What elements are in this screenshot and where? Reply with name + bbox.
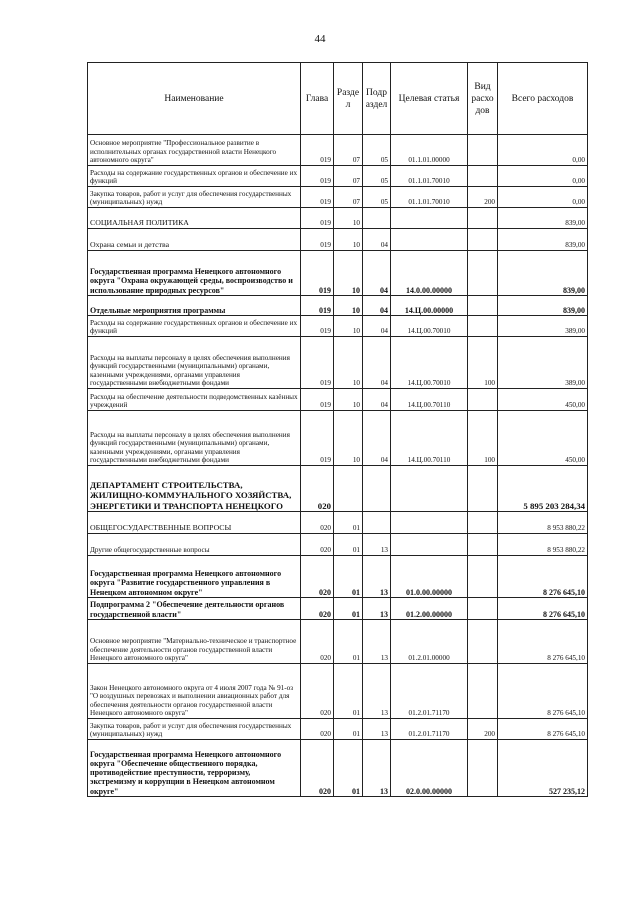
row-target-article: 14.Ц.00.70010: [391, 316, 468, 337]
row-expense-type: 200: [468, 187, 498, 208]
row-expense-type: [468, 466, 498, 512]
row-subsection: 04: [363, 296, 391, 316]
row-total: 450,00: [498, 389, 588, 411]
row-section: 01: [334, 719, 363, 740]
row-name: Основное мероприятие "Профессиональное развитие в исполнительных органах государственной власти Ненецкого автономного округа": [88, 135, 301, 166]
row-name: Государственная программа Ненецкого автономного округа "Охрана окружающей среды, воспроизводство и использование природных ресурсов": [88, 251, 301, 296]
row-subsection: [363, 512, 391, 534]
table-row: [88, 316, 588, 337]
row-total: 0,00: [498, 187, 588, 208]
row-target-article: 01.2.01.71170: [391, 719, 468, 740]
row-name: Закупка товаров, работ и услуг для обеспечения государственных (муниципальных) нужд: [88, 719, 301, 740]
row-expense-type: [468, 389, 498, 411]
table-row: [88, 296, 588, 316]
row-subsection: 04: [363, 389, 391, 411]
row-chapter: 020: [301, 719, 334, 740]
row-name: Расходы на содержание государственных органов и обеспечение их функций: [88, 166, 301, 187]
row-subsection: 04: [363, 251, 391, 296]
row-subsection: [363, 208, 391, 229]
row-total: 839,00: [498, 229, 588, 251]
row-section: 10: [334, 251, 363, 296]
row-section: 07: [334, 135, 363, 166]
row-expense-type: [468, 598, 498, 620]
row-chapter: 020: [301, 512, 334, 534]
row-chapter: 020: [301, 664, 334, 719]
row-name: Государственная программа Ненецкого автономного округа "Обеспечение общественного порядка, противодействие преступности, терроризму, экстремизму и коррупции в Ненецком автономном округе": [88, 740, 301, 797]
row-target-article: [391, 512, 468, 534]
row-subsection: 04: [363, 316, 391, 337]
row-total: 839,00: [498, 208, 588, 229]
row-total: 8 953 880,22: [498, 512, 588, 534]
table-row: [88, 598, 588, 620]
row-section: 01: [334, 664, 363, 719]
table-row: [88, 512, 588, 534]
row-expense-type: [468, 512, 498, 534]
row-expense-type: [468, 556, 498, 598]
row-target-article: [391, 466, 468, 512]
table-row: [88, 187, 588, 208]
table-row: [88, 389, 588, 411]
row-target-article: 01.1.01.00000: [391, 135, 468, 166]
row-chapter: 020: [301, 620, 334, 664]
table-row: [88, 166, 588, 187]
row-subsection: 13: [363, 598, 391, 620]
table-row: [88, 208, 588, 229]
row-section: 10: [334, 229, 363, 251]
row-name: Расходы на выплаты персоналу в целях обеспечения выполнения функций государственными (муниципальными) органами, казенными учреждениями, органами управления государственными внебюджетными фондами: [88, 411, 301, 466]
row-target-article: [391, 534, 468, 556]
table-row: [88, 411, 588, 466]
row-expense-type: 200: [468, 719, 498, 740]
row-target-article: 01.2.01.00000: [391, 620, 468, 664]
row-name: СОЦИАЛЬНАЯ ПОЛИТИКА: [88, 208, 301, 229]
table-row: [88, 466, 588, 512]
row-chapter: 020: [301, 740, 334, 797]
header-chapter: Глава: [301, 63, 334, 135]
row-expense-type: [468, 166, 498, 187]
row-total: 5 895 203 284,34: [498, 466, 588, 512]
table-row: [88, 740, 588, 797]
table-body: [88, 135, 588, 797]
row-total: 8 276 645,10: [498, 556, 588, 598]
row-total: 839,00: [498, 251, 588, 296]
row-total: 8 276 645,10: [498, 719, 588, 740]
row-section: 07: [334, 187, 363, 208]
row-section: 01: [334, 620, 363, 664]
row-section: 07: [334, 166, 363, 187]
row-target-article: 14.0.00.00000: [391, 251, 468, 296]
row-subsection: 04: [363, 229, 391, 251]
row-target-article: 01.2.00.00000: [391, 598, 468, 620]
page-number: 44: [314, 33, 326, 45]
row-target-article: [391, 208, 468, 229]
row-chapter: 019: [301, 229, 334, 251]
row-total: 8 276 645,10: [498, 664, 588, 719]
header-section: Разде л: [334, 63, 363, 135]
row-total: 8 276 645,10: [498, 598, 588, 620]
header-expense-type: Вид расхо дов: [468, 63, 498, 135]
table-row: [88, 229, 588, 251]
row-chapter: 020: [301, 556, 334, 598]
row-name: Расходы на обеспечение деятельности подведомственных казённых учреждений: [88, 389, 301, 411]
row-total: 8 953 880,22: [498, 534, 588, 556]
row-subsection: 05: [363, 166, 391, 187]
row-name: Подпрограмма 2 "Обеспечение деятельности органов государственной власти": [88, 598, 301, 620]
header-subsection: Подр аздел: [363, 63, 391, 135]
row-expense-type: [468, 296, 498, 316]
row-total: 389,00: [498, 316, 588, 337]
table-row: [88, 135, 588, 166]
row-target-article: 01.0.00.00000: [391, 556, 468, 598]
row-subsection: 13: [363, 740, 391, 797]
row-target-article: [391, 229, 468, 251]
row-section: 10: [334, 316, 363, 337]
row-target-article: 14.Ц.00.70010: [391, 337, 468, 389]
row-section: 01: [334, 556, 363, 598]
table-row: [88, 534, 588, 556]
row-expense-type: [468, 740, 498, 797]
row-section: 10: [334, 411, 363, 466]
row-total: 0,00: [498, 135, 588, 166]
row-chapter: 019: [301, 316, 334, 337]
row-expense-type: 100: [468, 411, 498, 466]
row-expense-type: [468, 208, 498, 229]
row-name: ОБЩЕГОСУДАРСТВЕННЫЕ ВОПРОСЫ: [88, 512, 301, 534]
row-expense-type: [468, 135, 498, 166]
row-total: 527 235,12: [498, 740, 588, 797]
table-header-row: [88, 63, 588, 135]
row-expense-type: [468, 316, 498, 337]
row-section: 10: [334, 296, 363, 316]
row-chapter: 020: [301, 466, 334, 512]
table-row: [88, 251, 588, 296]
row-name: Основное мероприятие "Материально-техническое и транспортное обеспечение деятельности органов государственной власти Ненецкого автономного округа": [88, 620, 301, 664]
row-expense-type: [468, 251, 498, 296]
row-subsection: 13: [363, 534, 391, 556]
row-name: Отдельные мероприятия программы: [88, 296, 301, 316]
row-total: 0,00: [498, 166, 588, 187]
table-row: [88, 556, 588, 598]
row-target-article: 01.1.01.70010: [391, 166, 468, 187]
row-subsection: 13: [363, 664, 391, 719]
row-name: Закупка товаров, работ и услуг для обеспечения государственных (муниципальных) нужд: [88, 187, 301, 208]
row-section: 01: [334, 740, 363, 797]
row-section: 10: [334, 208, 363, 229]
row-expense-type: [468, 620, 498, 664]
row-name: ДЕПАРТАМЕНТ СТРОИТЕЛЬСТВА, ЖИЛИЩНО-КОММУНАЛЬНОГО ХОЗЯЙСТВА, ЭНЕРГЕТИКИ И ТРАНСПОРТА НЕНЕЦКОГО: [88, 466, 301, 512]
row-section: [334, 466, 363, 512]
row-subsection: 13: [363, 620, 391, 664]
row-total: 8 276 645,10: [498, 620, 588, 664]
row-chapter: 020: [301, 598, 334, 620]
table-row: [88, 620, 588, 664]
row-subsection: 04: [363, 337, 391, 389]
row-chapter: 019: [301, 296, 334, 316]
row-chapter: 019: [301, 411, 334, 466]
row-name: Расходы на выплаты персоналу в целях обеспечения выполнения функций государственными (муниципальными) органами, казенными учреждениями, органами управления государственными внебюджетными фондами: [88, 337, 301, 389]
row-name: Закон Ненецкого автономного округа от 4 июля 2007 года № 91-оз "О воздушных перевозках и выполнении авиационных работ для обеспечения деятельности органов государственной власти Ненецкого автономного округа": [88, 664, 301, 719]
row-total: 389,00: [498, 337, 588, 389]
row-name: Другие общегосударственные вопросы: [88, 534, 301, 556]
row-chapter: 019: [301, 166, 334, 187]
row-section: 01: [334, 512, 363, 534]
row-name: Охрана семьи и детства: [88, 229, 301, 251]
row-subsection: 04: [363, 411, 391, 466]
table-row: [88, 719, 588, 740]
row-chapter: 020: [301, 534, 334, 556]
row-target-article: 01.1.01.70010: [391, 187, 468, 208]
row-target-article: 02.0.00.00000: [391, 740, 468, 797]
row-subsection: 13: [363, 556, 391, 598]
row-chapter: 019: [301, 187, 334, 208]
row-target-article: 14.Ц.00.70110: [391, 411, 468, 466]
table-row: [88, 664, 588, 719]
row-chapter: 019: [301, 337, 334, 389]
row-section: 01: [334, 534, 363, 556]
row-target-article: 14.Ц.00.00000: [391, 296, 468, 316]
row-chapter: 019: [301, 135, 334, 166]
row-target-article: 01.2.01.71170: [391, 664, 468, 719]
row-name: Государственная программа Ненецкого автономного округа "Развитие государственного управления в Ненецком автономном округе": [88, 556, 301, 598]
row-subsection: 05: [363, 135, 391, 166]
row-total: 839,00: [498, 296, 588, 316]
row-expense-type: [468, 229, 498, 251]
row-expense-type: 100: [468, 337, 498, 389]
header-total-expenses: Всего расходов: [498, 63, 588, 135]
row-total: 450,00: [498, 411, 588, 466]
row-section: 01: [334, 598, 363, 620]
row-expense-type: [468, 664, 498, 719]
row-chapter: 019: [301, 208, 334, 229]
budget-table: [87, 62, 588, 797]
row-chapter: 019: [301, 389, 334, 411]
row-subsection: 05: [363, 187, 391, 208]
row-chapter: 019: [301, 251, 334, 296]
table-row: [88, 337, 588, 389]
row-subsection: [363, 466, 391, 512]
row-target-article: 14.Ц.00.70110: [391, 389, 468, 411]
row-name: Расходы на содержание государственных органов и обеспечение их функций: [88, 316, 301, 337]
row-expense-type: [468, 534, 498, 556]
row-section: 10: [334, 389, 363, 411]
row-subsection: 13: [363, 719, 391, 740]
header-target-article: Целевая статья: [391, 63, 468, 135]
row-section: 10: [334, 337, 363, 389]
header-name: Наименование: [88, 63, 301, 135]
